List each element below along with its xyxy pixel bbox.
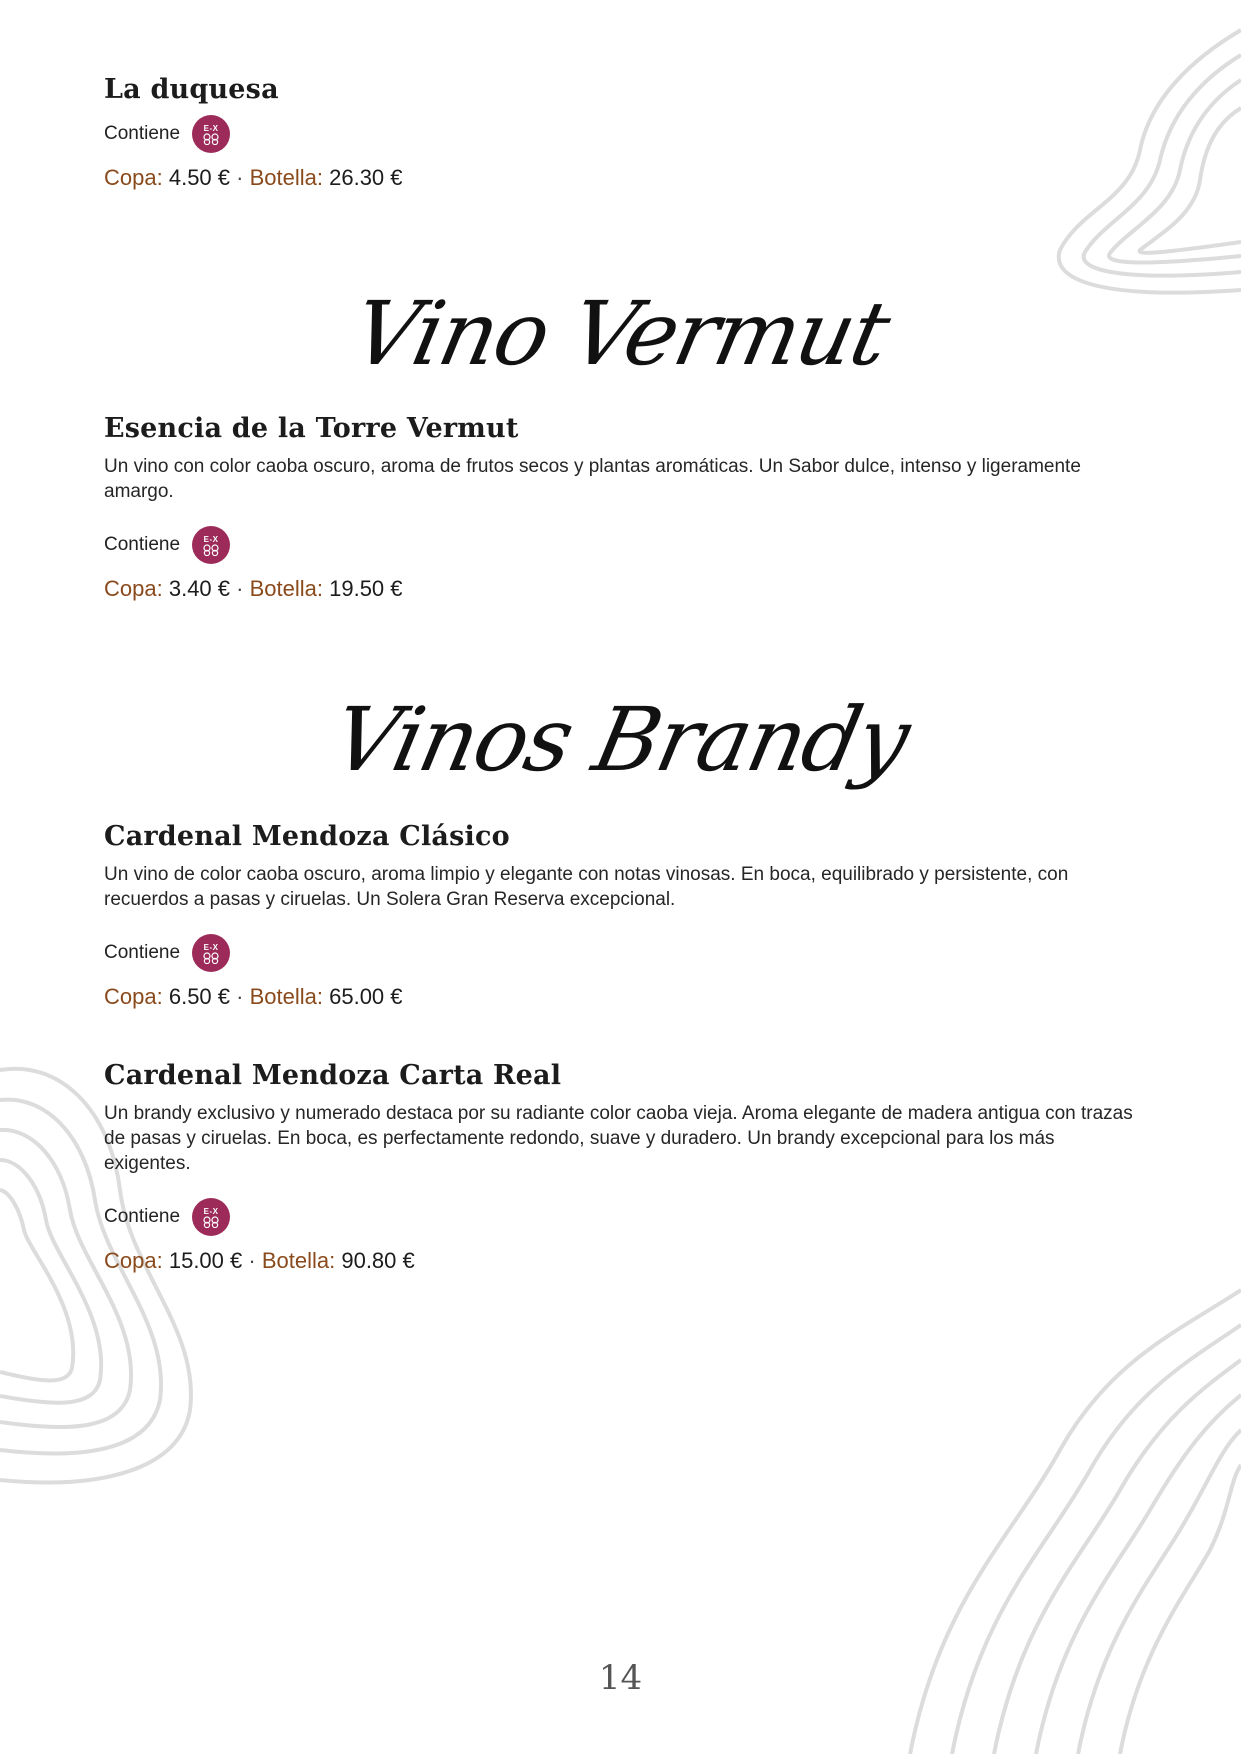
menu-item-cardenal-mendoza-carta-real xyxy=(104,1060,1134,1274)
glass-price: 15.00 € xyxy=(168,1248,243,1273)
section-heading-vino-vermut: Vino Vermut xyxy=(344,282,897,385)
item-title: La duquesa xyxy=(104,74,279,105)
menu-item-esencia-vermut xyxy=(104,413,1134,602)
sulphites-allergen-icon: E-X xyxy=(192,526,230,564)
allergen-row xyxy=(104,1196,1134,1238)
item-title: Cardenal Mendoza Carta Real xyxy=(104,1060,562,1091)
item-title: Cardenal Mendoza Clásico xyxy=(104,821,510,852)
allergen-row xyxy=(104,113,1134,155)
bottle-price: 26.30 € xyxy=(329,165,403,190)
price-separator: · xyxy=(248,1248,256,1273)
price-row xyxy=(104,576,1134,602)
menu-item-cardenal-mendoza-clasico xyxy=(104,821,1134,1010)
price-row xyxy=(104,984,1134,1010)
price-separator: · xyxy=(236,165,244,190)
bottle-price-label: Botella: xyxy=(249,576,323,601)
glass-price-label: Copa: xyxy=(104,984,163,1009)
menu-item-la-duquesa xyxy=(104,74,1134,191)
item-title: Esencia de la Torre Vermut xyxy=(104,413,519,444)
price-separator: · xyxy=(236,984,244,1009)
glass-price-label: Copa: xyxy=(104,1248,163,1273)
page-number: 14 xyxy=(598,1658,643,1698)
price-row xyxy=(104,1248,1134,1274)
contains-label: Contiene xyxy=(104,1206,181,1227)
glass-price: 3.40 € xyxy=(168,576,231,601)
bottle-price-label: Botella: xyxy=(249,984,323,1009)
glass-price-label: Copa: xyxy=(104,165,163,190)
bottle-price: 19.50 € xyxy=(329,576,403,601)
price-row xyxy=(104,165,1134,191)
bottle-price: 90.80 € xyxy=(341,1248,415,1273)
glass-price: 4.50 € xyxy=(168,165,231,190)
price-separator: · xyxy=(236,576,244,601)
item-description: Un vino de color caoba oscuro, aroma limpio y elegante con notas vinosas. En boca, equilibrado y persistente, con recuerdos a pasas y ciruelas. Un Solera Gran Reserva excepcional. xyxy=(104,864,1069,910)
glass-price: 6.50 € xyxy=(168,984,231,1009)
sulphites-allergen-icon: E-X xyxy=(192,1198,230,1236)
bottle-price: 65.00 € xyxy=(329,984,403,1009)
sulphites-allergen-icon: E-X xyxy=(192,934,230,972)
section-heading-vinos-brandy: Vinos Brandy xyxy=(324,688,917,791)
sulphites-allergen-icon: E-X xyxy=(192,115,230,153)
contains-label: Contiene xyxy=(104,942,181,963)
allergen-row xyxy=(104,932,1134,974)
contains-label: Contiene xyxy=(104,534,181,555)
bottle-price-label: Botella: xyxy=(249,165,323,190)
glass-price-label: Copa: xyxy=(104,576,163,601)
bottle-price-label: Botella: xyxy=(261,1248,336,1273)
item-description: Un vino con color caoba oscuro, aroma de frutos secos y plantas aromáticas. Un Sabor dulce, intenso y ligeramente amargo. xyxy=(104,456,1081,502)
contains-label: Contiene xyxy=(104,123,181,144)
allergen-row xyxy=(104,524,1134,566)
item-description: Un brandy exclusivo y numerado destaca por su radiante color caoba vieja. Aroma elegante de madera antigua con trazas de pasas y ciruelas. En boca, es perfectamente redondo, suave y duradero. Un brandy excepcional para los más exigentes. xyxy=(104,1103,1133,1174)
